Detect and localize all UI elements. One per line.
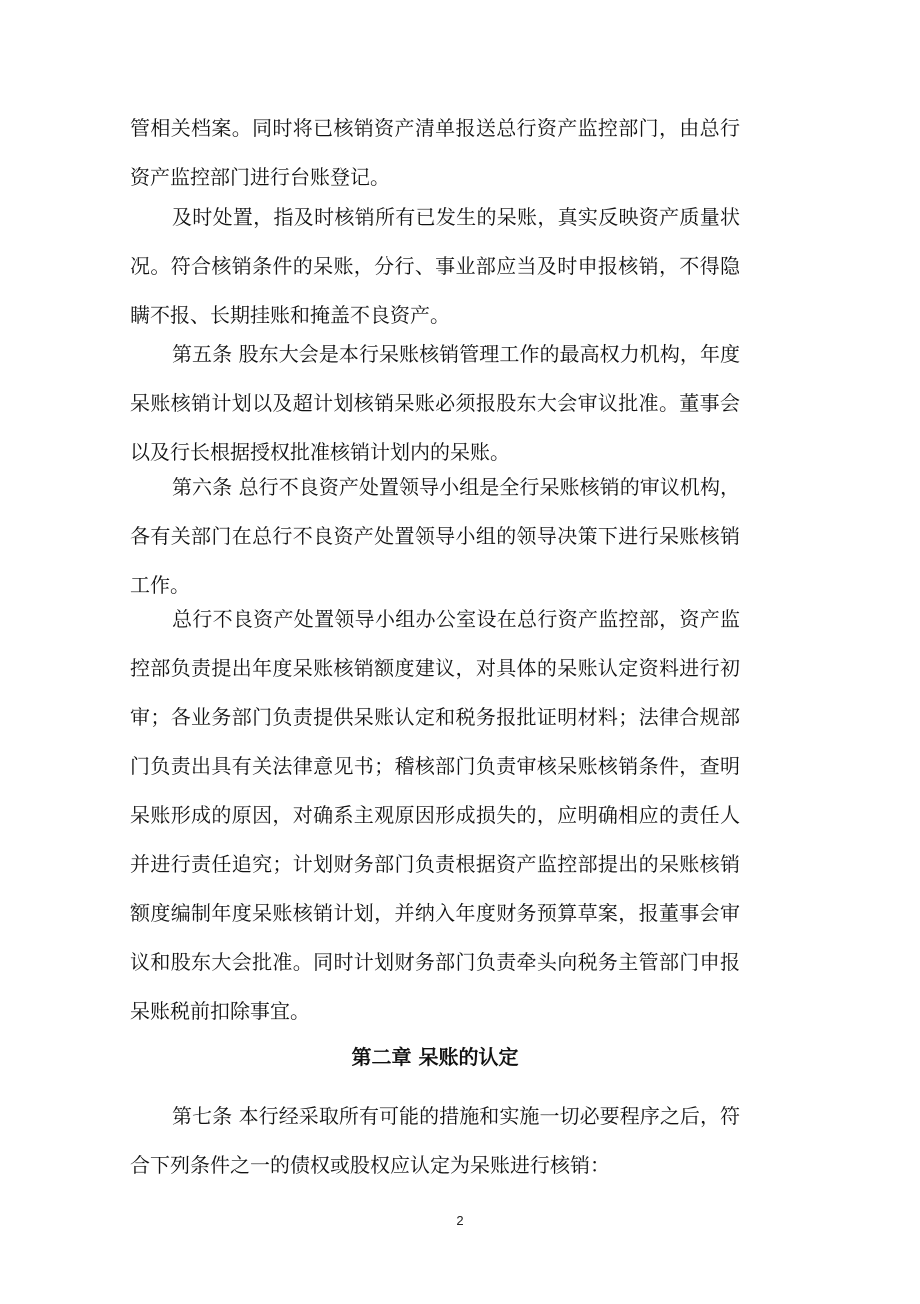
paragraph-article-six: 第六条 总行不良资产处置领导小组是全行呆账核销的审议机构，各有关部门在总行不良资产处置领导小组的领导决策下进行呆账核销工作。 — [130, 475, 740, 597]
chapter-heading: 第二章 呆账的认定 — [351, 1045, 519, 1069]
paragraph-archive-registration: 管相关档案。同时将已核销资产清单报送总行资产监控部门，由总行资产监控部门进行台账登记。 — [130, 116, 740, 189]
paragraph-article-seven: 第七条 本行经采取所有可能的措施和实施一切必要程序之后，符合下列条件之一的债权或股权应认定为呆账进行核销： — [130, 1104, 740, 1177]
page-number: 2 — [456, 1213, 464, 1228]
paragraph-timely-disposal: 及时处置，指及时核销所有已发生的呆账，真实反映资产质量状况。符合核销条件的呆账，分行、事业部应当及时申报核销，不得隐瞒不报、长期挂账和掩盖不良资产。 — [130, 205, 740, 327]
paragraph-article-five: 第五条 股东大会是本行呆账核销管理工作的最高权力机构，年度呆账核销计划以及超计划核销呆账必须报股东大会审议批准。董事会以及行长根据授权批准核销计划内的呆账。 — [130, 342, 740, 464]
paragraph-office-responsibilities: 总行不良资产处置领导小组办公室设在总行资产监控部，资产监控部负责提出年度呆账核销额度建议，对具体的呆账认定资料进行初审；各业务部门负责提供呆账认定和税务报批证明材料；法律合规部门负责出具有关法律意见书；稽核部门负责审核呆账核销条件，查明呆账形成的原因，对确系主观原因形成损失的，应明确相应的责任人并进行责任追究；计划财务部门负责根据资产监控部提出的呆账核销额度编制年度呆账核销计划，并纳入年度财务预算草案，报董事会审议和股东大会批准。同时计划财务部门负责牵头向税务主管部门申报呆账税前扣除事宜。 — [130, 607, 740, 1023]
